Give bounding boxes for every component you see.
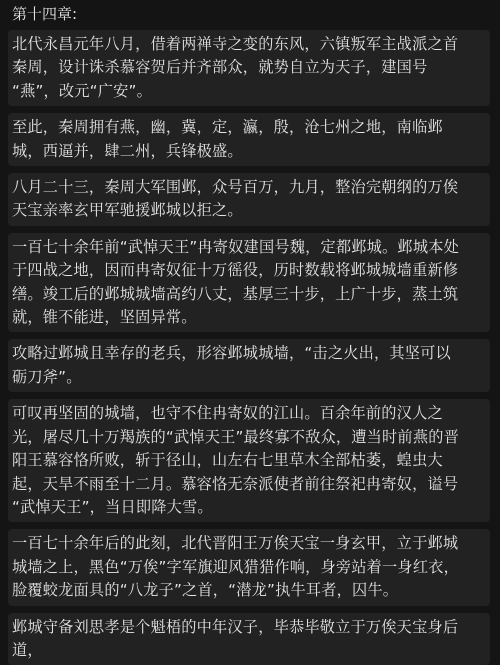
paragraph [8,613,490,665]
chapter-title: 第十四章: [12,5,78,23]
text-line: 至此，秦周拥有燕，幽，冀，定，瀛，殷，沧七州之地，南临邺 [12,118,443,137]
paragraph [8,399,490,522]
paragraph [8,339,490,392]
text-line: 一百七十余年后的此刻，北代晋阳王万俟天宝一身玄甲，立于邺城 [12,534,459,553]
text-line: “燕”，改元“广安”。 [12,81,152,100]
text-line: 脸覆蛟龙面具的“八龙子”之首，“潜龙”执牛耳者，囚牛。 [12,581,399,600]
text-line: 天宝亲率玄甲军驰援邺城以拒之。 [12,201,243,220]
text-line: 邺城守备刘思孝是个魁梧的中年汉子，毕恭毕敬立于万俟天宝身后 [12,617,459,636]
paragraph [8,173,490,226]
text-line: 阳王慕容恪所败，斩于径山，山左右七里草木全部枯萎，蝗虫大 [12,451,443,470]
paragraph [8,529,490,605]
text-line: 八月二十三，秦周大军围邺，众号百万，九月，整治完朝纲的万俟 [12,178,459,197]
text-line: 砺刀斧”。 [12,367,82,386]
text-line: 道， [12,640,43,659]
text-line: 就，锥不能进，坚固异常。 [12,308,197,327]
text-line: 攻略过邺城且幸存的老兵，形容邺城城墙，“击之火出，其坚可以 [12,344,451,363]
text-line: 城，西逼并，肆二州，兵锋极盛。 [12,141,243,160]
text-line: 城墙之上，黑色“万俟”字军旗迎风猎猎作响，身旁站着一身红衣， [12,557,459,576]
text-line: 北代永昌元年八月，借着两禅寺之变的东风，六镇叛军主战派之首 [12,35,459,53]
text-line: 缮。竣工后的邺城城墙高约八丈，基厚三十步，上广十步，蒸土筑 [12,284,459,303]
text-line: 起，天旱不雨至十二月。慕容恪无奈派使者前往祭祀冉寄奴，谥号 [12,474,459,493]
text-line: 于四战之地，因而冉寄奴征十万徭役，历时数载将邺城城墙重新修 [12,261,459,280]
text-line: 可叹再坚固的城墙，也守不住冉寄奴的江山。百余年前的汉人之 [12,404,443,423]
text-line: 秦周，设计诛杀慕容贺后并齐部众，就势自立为天子，建国号 [12,58,428,77]
paragraph [8,30,490,106]
text-line: 一百七十余年前“武悼天王”冉寄奴建国号魏，定都邺城。邺城本处 [12,237,459,256]
paragraph [8,113,490,166]
text-line: 光，屠尽几十万羯族的“武悼天王”最终寡不敌众，遭当时前燕的晋 [12,427,459,446]
paragraph [8,233,490,333]
text-line: “武悼天王”，当日即降大雪。 [12,497,213,516]
